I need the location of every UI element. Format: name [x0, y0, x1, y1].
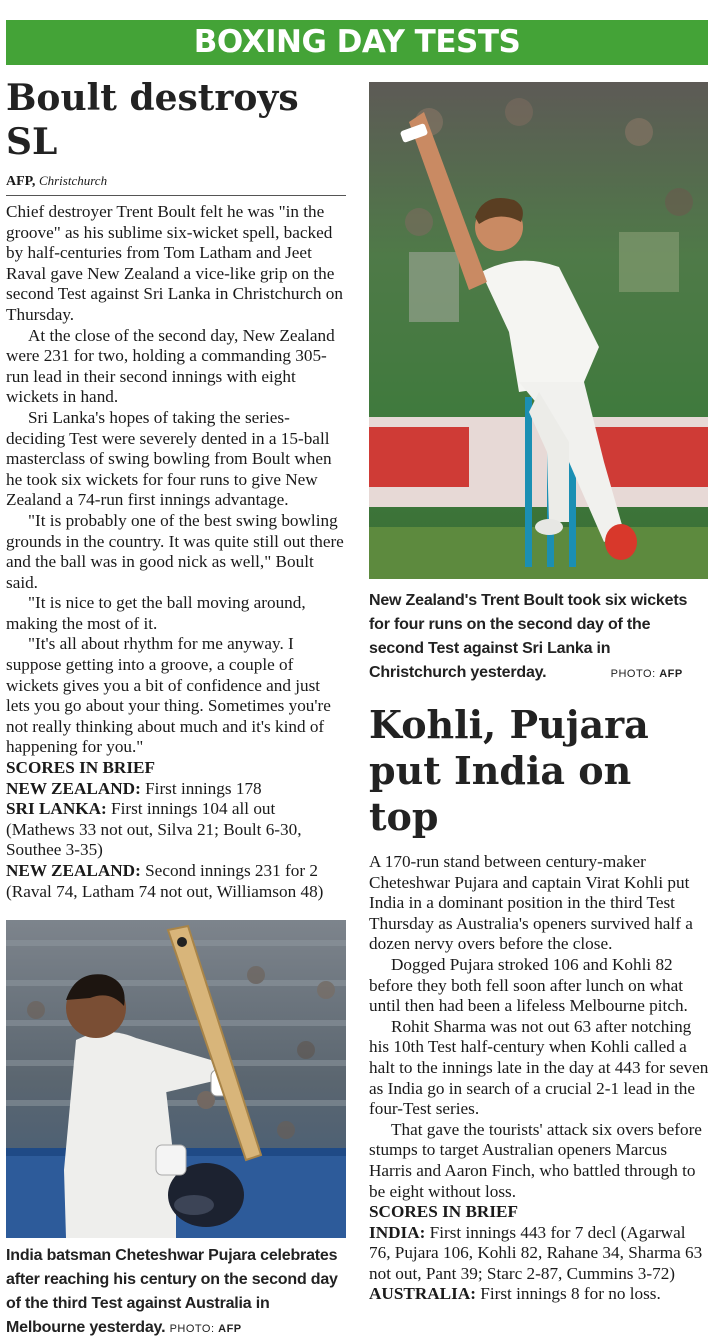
brief-team: NEW ZEALAND: — [6, 778, 141, 798]
boult-photo — [369, 82, 708, 579]
story1-place: Christchurch — [38, 173, 108, 188]
pujara-celebration-image — [6, 920, 346, 1238]
story1-paragraph: "It is nice to get the ball moving around, making the most of it. — [6, 593, 306, 633]
brief-team: INDIA: — [369, 1222, 426, 1242]
credit-label: PHOTO: — [610, 668, 656, 680]
brief-score: First innings 8 for no loss. — [480, 1284, 661, 1304]
story1-body — [6, 202, 346, 902]
brief-team: NEW ZEALAND: — [6, 861, 141, 880]
boult-photo-credit — [611, 668, 683, 680]
story1-brief-line — [6, 779, 346, 800]
story1-scores-in-brief — [6, 758, 346, 902]
brief-score: First innings 104 all out (Mathews 33 not out, Silva 21; Boult 6-30, Southee 3-35) — [6, 799, 302, 860]
story2-paragraph: Dogged Pujara stroked 106 and Kohli 82 before they both fell soon after lunch on what until then had been a lifeless Melbourne pitch. — [369, 954, 688, 1016]
boult-caption-text: New Zealand's Trent Boult took six wickets for four runs on the second day of the second Test against Sri Lanka in Christchurch yesterday. — [369, 592, 688, 681]
brief-team: AUSTRALIA: — [369, 1284, 476, 1304]
left-column — [6, 76, 346, 1341]
pujara-caption-text: India batsman Cheteshwar Pujara celebrates after reaching his century on the second day of the third Test against Australia in Melbourne yesterday. — [6, 1247, 338, 1337]
story2-brief-title: SCORES IN BRIEF — [369, 1202, 518, 1222]
brief-score: First innings 443 for 7 decl (Agarwal 76, Pujara 106, Kohli 82, Rahane 34, Sharma 63 not out, Pant 39; Starc 2-87, Cummins 3-72) — [369, 1222, 703, 1283]
story1-brief-title: SCORES IN BRIEF — [6, 758, 155, 778]
story2-paragraph: Rohit Sharma was not out 63 after notching his 10th Test half-century when Kohli called a halt to the innings late in the day at 443 for seven as India go in search of a crucial 2-1 lead in the four-Test series. — [369, 1016, 709, 1119]
story2-brief-line — [369, 1223, 709, 1285]
story1-brief-line — [6, 799, 346, 861]
right-column — [369, 82, 709, 1305]
story1-paragraph: At the close of the second day, New Zealand were 231 for two, holding a commanding 305-run lead in their second innings with eight wickets in hand. — [6, 325, 335, 407]
boult-photo-caption — [369, 589, 709, 686]
story1-paragraph: "It is probably one of the best swing bowling grounds in the country. It was quite still out there and the ball was in good nick as well," Boult said. — [6, 510, 344, 592]
story1-headline: Boult destroys SL — [6, 77, 299, 163]
credit-label: PHOTO: — [169, 1323, 215, 1336]
credit-source: AFP — [218, 1323, 242, 1336]
brief-team: SRI LANKA: — [6, 799, 107, 819]
section-banner: BOXING DAY TESTS — [6, 20, 708, 65]
story1-agency: AFP, — [6, 174, 36, 189]
story1-paragraph: Chief destroyer Trent Boult felt he was "in the groove" as his sublime six-wicket spell, backed by half-centuries from Tom Latham and Jeet Raval gave New Zealand a vice-like grip on the second Test against Sri Lanka in Christchurch on Thursday. — [6, 202, 343, 324]
pujara-photo-caption — [6, 1244, 346, 1341]
pujara-photo — [6, 920, 346, 1238]
pujara-photo-credit — [170, 1323, 242, 1335]
story1-byline — [6, 172, 346, 196]
story2-paragraph: A 170-run stand between century-maker Cheteshwar Pujara and captain Virat Kohli put India in a dominant position in the third Test Thursday as Australia's openers survived half a dozen nervy overs before the close. — [369, 852, 693, 954]
story2-brief-line — [369, 1284, 709, 1305]
story2-scores-in-brief — [369, 1202, 709, 1305]
story2-paragraph: That gave the tourists' attack six overs before stumps to target Australian openers Marcus Harris and Aaron Finch, who battled through to be eight without loss. — [369, 1119, 702, 1201]
story1-paragraph: "It's all about rhythm for me anyway. I suppose getting into a groove, a couple of wickets gives you a bit of confidence and just lets you go about your thing. Sometimes you're not really thinking about much and it's kind of happening for you." — [6, 634, 331, 757]
story2-headline: Kohli, Pujara put India on top — [369, 702, 649, 839]
boult-bowling-image — [369, 82, 708, 579]
story1-paragraph: Sri Lanka's hopes of taking the series-deciding Test were severely dented in a 15-ball masterclass of swing bowling from Boult when he took six wickets for four runs to give New Zealand a 74-run first innings advantage. — [6, 407, 332, 510]
brief-score: First innings 178 — [145, 778, 262, 798]
brief-score: Second innings 231 for 2 (Raval 74, Latham 74 not out, Williamson 48) — [6, 861, 324, 901]
story2-body — [369, 852, 709, 1305]
credit-source: AFP — [659, 668, 683, 680]
story1-brief-line — [6, 861, 346, 902]
